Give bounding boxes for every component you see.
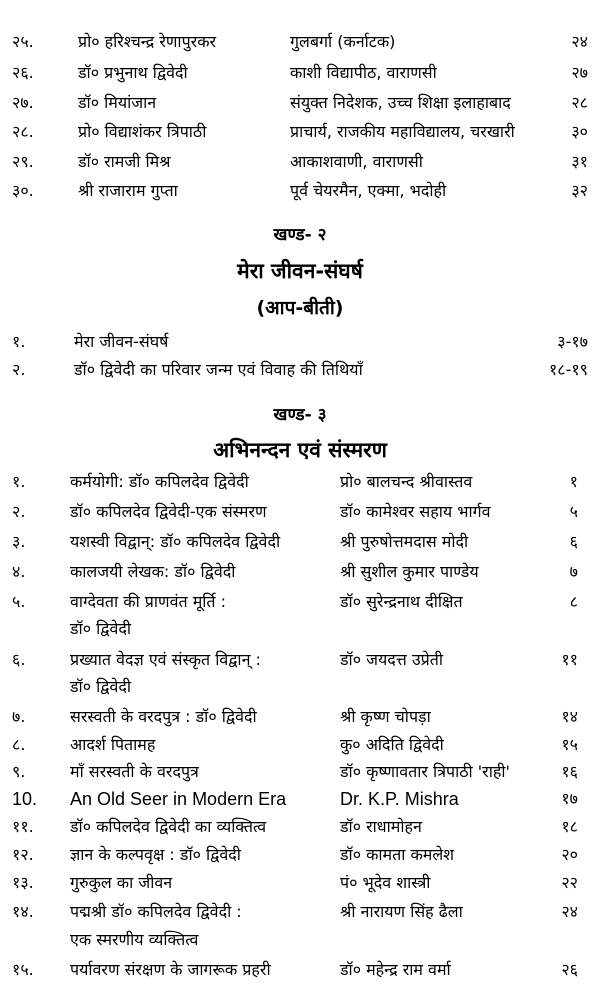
entry-title: माँ सरस्वती के वरदपुत्र <box>70 762 199 781</box>
entry-title: गुरुकुल का जीवन <box>70 873 173 892</box>
toc-row <box>0 648 600 672</box>
contributor-name: डॉ० मियांजान <box>78 93 157 112</box>
row-number: 10. <box>12 789 38 809</box>
entry-title: डॉ० कपिलदेव द्विवेदी-एक संस्मरण <box>70 502 267 521</box>
row-number: २७. <box>12 93 34 112</box>
toc-row <box>0 30 600 54</box>
entry-author: डॉ० राधामोहन <box>340 817 422 836</box>
page-number: २६ <box>561 960 578 979</box>
row-number: ४. <box>12 562 26 581</box>
page-number: २० <box>561 845 578 864</box>
row-number: १२. <box>12 845 34 864</box>
page-range: ३-१७ <box>557 332 588 351</box>
row-number: १५. <box>12 960 34 979</box>
toc-row <box>0 815 600 839</box>
toc-row <box>0 560 600 584</box>
row-number: २. <box>12 502 26 521</box>
row-number: २५. <box>12 32 34 51</box>
section3-title: अभिनन्दन एवं संस्मरण <box>213 438 387 462</box>
page-number: २२ <box>561 873 578 892</box>
entry-title: आदर्श पितामह <box>70 735 156 754</box>
entry-author: श्री नारायण सिंह ढैला <box>340 902 463 921</box>
contributor-place: गुलबर्गा (कर्नाटक) <box>290 32 396 51</box>
toc-row <box>0 61 600 85</box>
entry-author: डॉ० सुरेन्द्रनाथ दीक्षित <box>340 592 463 611</box>
entry-title: कालजयी लेखक: डॉ० द्विवेदी <box>70 562 236 581</box>
entry-title-continuation: डॉ० द्विवेदी <box>70 619 131 638</box>
page-number: ३१ <box>571 152 588 171</box>
toc-row <box>0 91 600 115</box>
row-number: ११. <box>12 817 34 836</box>
contributor-place: काशी विद्यापीठ, वाराणसी <box>290 63 437 82</box>
entry-title: वाग्देवता की प्राणवंत मूर्ति : <box>70 592 227 611</box>
entry-title: मेरा जीवन-संघर्ष <box>74 332 169 351</box>
page-number: १७ <box>561 789 578 808</box>
page-number: ७ <box>569 562 578 581</box>
entry-author: डॉ० कृष्णावतार त्रिपाठी 'राही' <box>340 762 510 781</box>
page-number: १६ <box>561 762 578 781</box>
page-number: ५ <box>569 502 578 521</box>
entry-author: डॉ० महेन्द्र राम वर्मा <box>340 960 451 979</box>
page-number: २८ <box>571 93 588 112</box>
entry-title: डॉ० द्विवेदी का परिवार जन्म एवं विवाह की तिथियाँ <box>74 360 363 379</box>
row-number: ५. <box>12 592 26 611</box>
contributor-place: पूर्व चेयरमैन, एक्मा, भदोही <box>290 181 447 200</box>
contributor-name: श्री राजाराम गुप्ता <box>78 181 178 200</box>
contributor-name: प्रो० विद्याशंकर त्रिपाठी <box>78 122 207 141</box>
entry-author: पं० भूदेव शास्त्री <box>340 873 431 892</box>
toc-row <box>0 120 600 144</box>
toc-row <box>0 590 600 614</box>
toc-row <box>0 843 600 867</box>
page-number: ३२ <box>571 181 588 200</box>
entry-title: ज्ञान के कल्पवृक्ष : डॉ० द्विवेदी <box>70 845 241 864</box>
toc-row <box>0 530 600 554</box>
page-number: २७ <box>571 63 588 82</box>
toc-row <box>0 150 600 174</box>
row-number: ६. <box>12 650 26 669</box>
section2-subtitle: (आप-बीती) <box>256 297 344 319</box>
section3-heading: खण्ड- ३ <box>273 405 327 425</box>
page-range: १८-१९ <box>548 360 588 379</box>
entry-author: डॉ० जयदत्त उप्रेती <box>340 650 444 669</box>
page-number: २४ <box>571 32 588 51</box>
row-number: १. <box>12 472 26 491</box>
row-number: ३०. <box>12 181 34 200</box>
section2-title: मेरा जीवन-संघर्ष <box>237 259 363 283</box>
entry-title-continuation: डॉ० द्विवेदी <box>70 677 131 696</box>
toc-row <box>0 871 600 895</box>
contributor-name: प्रो० हरिश्चन्द्र रेणापुरकर <box>78 32 217 51</box>
entry-title: पद्मश्री डॉ० कपिलदेव द्विवेदी : <box>70 902 242 921</box>
page-number: ८ <box>569 592 578 611</box>
entry-author: प्रो० बालचन्द श्रीवास्तव <box>340 472 473 491</box>
toc-row <box>0 330 600 354</box>
entry-author: श्री सुशील कुमार पाण्डेय <box>340 562 479 581</box>
toc-row <box>0 470 600 494</box>
row-number: २. <box>12 360 26 379</box>
row-number: १. <box>12 332 26 351</box>
contributor-name: डॉ० प्रभुनाथ द्विवेदी <box>78 63 188 82</box>
entry-title: An Old Seer in Modern Era <box>70 789 287 809</box>
row-number: ८. <box>12 735 26 754</box>
row-number: १३. <box>12 873 34 892</box>
toc-row <box>0 358 600 382</box>
entry-author: Dr. K.P. Mishra <box>340 789 459 809</box>
contributor-name: डॉ० रामजी मिश्र <box>78 152 171 171</box>
page-number: ३० <box>571 122 588 141</box>
contributor-place: आकाशवाणी, वाराणसी <box>290 152 423 171</box>
page-number: १५ <box>561 735 578 754</box>
section2-heading: खण्ड- २ <box>273 225 327 245</box>
entry-title: यशस्वी विद्वान्: डॉ० कपिलदेव द्विवेदी <box>70 532 281 551</box>
entry-author: श्री पुरुषोत्तमदास मोदी <box>340 532 469 551</box>
row-number: २९. <box>12 152 34 171</box>
toc-row <box>0 958 600 982</box>
row-number: १४. <box>12 902 34 921</box>
entry-title: प्रख्यात वेदज्ञ एवं संस्कृत विद्वान् : <box>70 650 261 669</box>
contributor-place: प्राचार्य, राजकीय महाविद्यालय, चरखारी <box>290 122 515 141</box>
entry-author: डॉ० कामता कमलेश <box>340 845 455 864</box>
entry-author: डॉ० कामेश्वर सहाय भार्गव <box>340 502 491 521</box>
toc-row <box>0 900 600 924</box>
page-number: ११ <box>561 650 578 669</box>
entry-title-continuation: एक स्मरणीय व्यक्तित्व <box>70 930 199 949</box>
toc-row <box>0 179 600 203</box>
page-number: १४ <box>561 707 578 726</box>
row-number: ७. <box>12 707 26 726</box>
row-number: ३. <box>12 532 26 551</box>
entry-title: डॉ० कपिलदेव द्विवेदी का व्यक्तित्व <box>70 817 267 836</box>
page-number: १८ <box>561 817 578 836</box>
entry-author: श्री कृष्ण चोपड़ा <box>340 707 431 726</box>
toc-row <box>0 500 600 524</box>
row-number: २६. <box>12 63 34 82</box>
toc-row <box>0 705 600 729</box>
entry-title: सरस्वती के वरदपुत्र : डॉ० द्विवेदी <box>70 707 257 726</box>
contributor-place: संयुक्त निदेशक, उच्च शिक्षा इलाहाबाद <box>290 93 511 112</box>
toc-row <box>0 760 600 784</box>
entry-title: कर्मयोगी: डॉ० कपिलदेव द्विवेदी <box>70 472 249 491</box>
entry-author: कु० अदिति द्विवेदी <box>340 735 444 754</box>
toc-row <box>0 787 600 811</box>
page-number: १ <box>569 472 578 491</box>
row-number: ९. <box>12 762 26 781</box>
toc-row <box>0 733 600 757</box>
page-number: २४ <box>561 902 578 921</box>
row-number: २८. <box>12 122 34 141</box>
page-number: ६ <box>569 532 578 551</box>
entry-title: पर्यावरण संरक्षण के जागरूक प्रहरी <box>70 960 271 979</box>
